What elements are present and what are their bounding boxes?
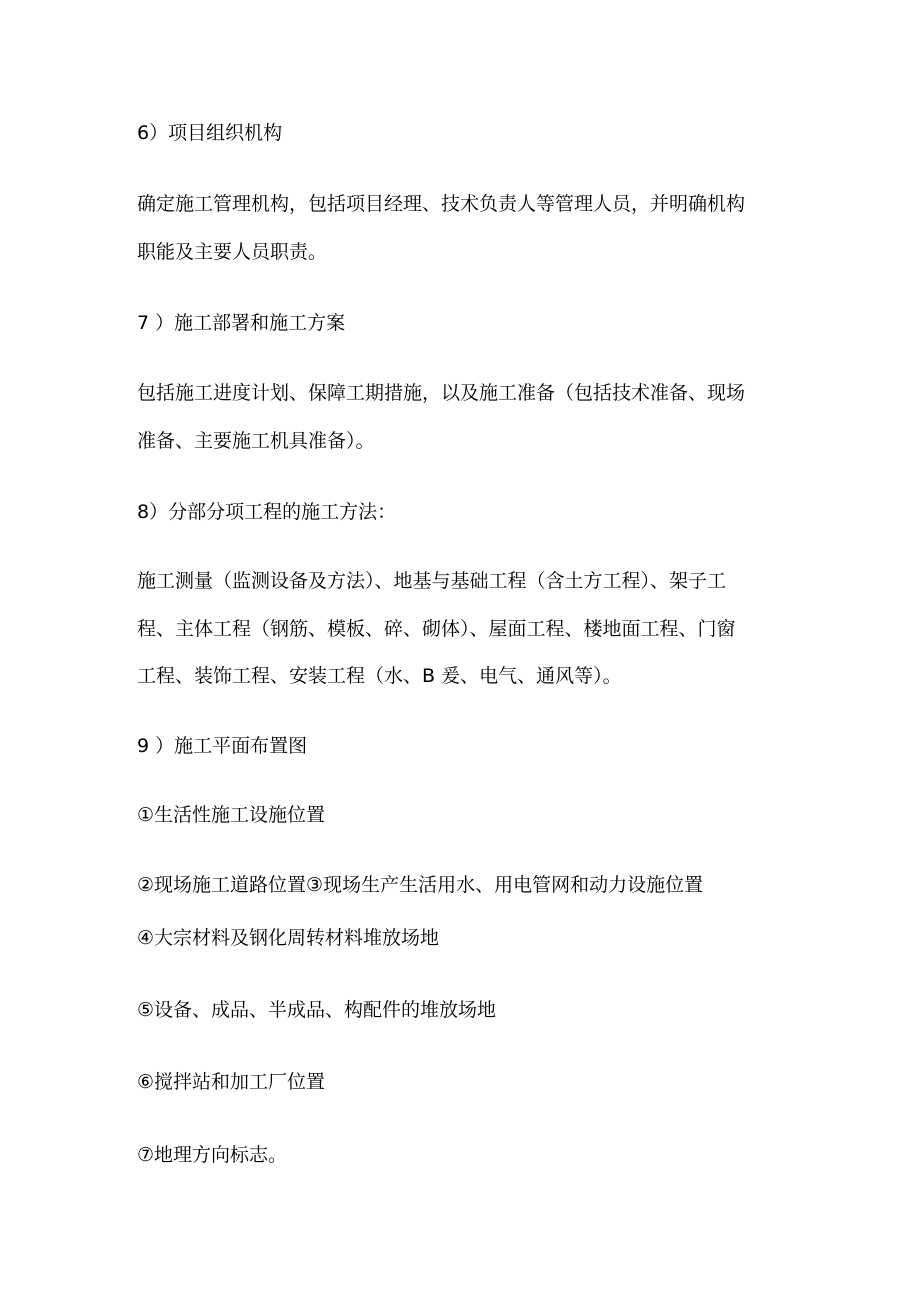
section-heading-8: 8）分部分项工程的施工方法： [137, 501, 397, 523]
paragraph-line: 职能及主要人员职责。 [137, 241, 328, 263]
list-item: ⑥搅拌站和加工厂位置 [137, 1071, 326, 1093]
list-item: ⑤设备、成品、半成品、构配件的堆放场地 [137, 999, 497, 1021]
section-heading-6: 6）项目组织机构 [137, 122, 283, 144]
section-heading-7: 7 ）施工部署和施工方案 [137, 312, 346, 334]
paragraph-line: 包括施工进度计划、保障工期措施，以及施工准备（包括技术准备、现场 [137, 382, 746, 404]
section-heading-9: 9 ）施工平面布置图 [137, 735, 308, 757]
list-item: ②现场施工道路位置③现场生产生活用水、用电管网和动力设施位置 [137, 874, 704, 896]
paragraph-line: 准备、主要施工机具准备）。 [137, 430, 375, 452]
list-item: ⑦地理方向标志。 [137, 1144, 288, 1166]
paragraph-line: 工程、装饰工程、安装工程（水、B 爰、电气、通风等）。 [137, 665, 622, 687]
list-item: ①生活性施工设施位置 [137, 804, 326, 826]
paragraph-line: 施工测量（监测设备及方法）、地基与基础工程（含土方工程）、架子工 [137, 570, 727, 592]
paragraph-line: 程、主体工程（钢筋、模板、碎、砌体）、屋面工程、楼地面工程、门窗 [137, 618, 736, 640]
paragraph-line: 确定施工管理机构，包括项目经理、技术负责人等管理人员，并明确机构 [137, 193, 746, 215]
list-item: ④大宗材料及钢化周转材料堆放场地 [137, 927, 440, 949]
